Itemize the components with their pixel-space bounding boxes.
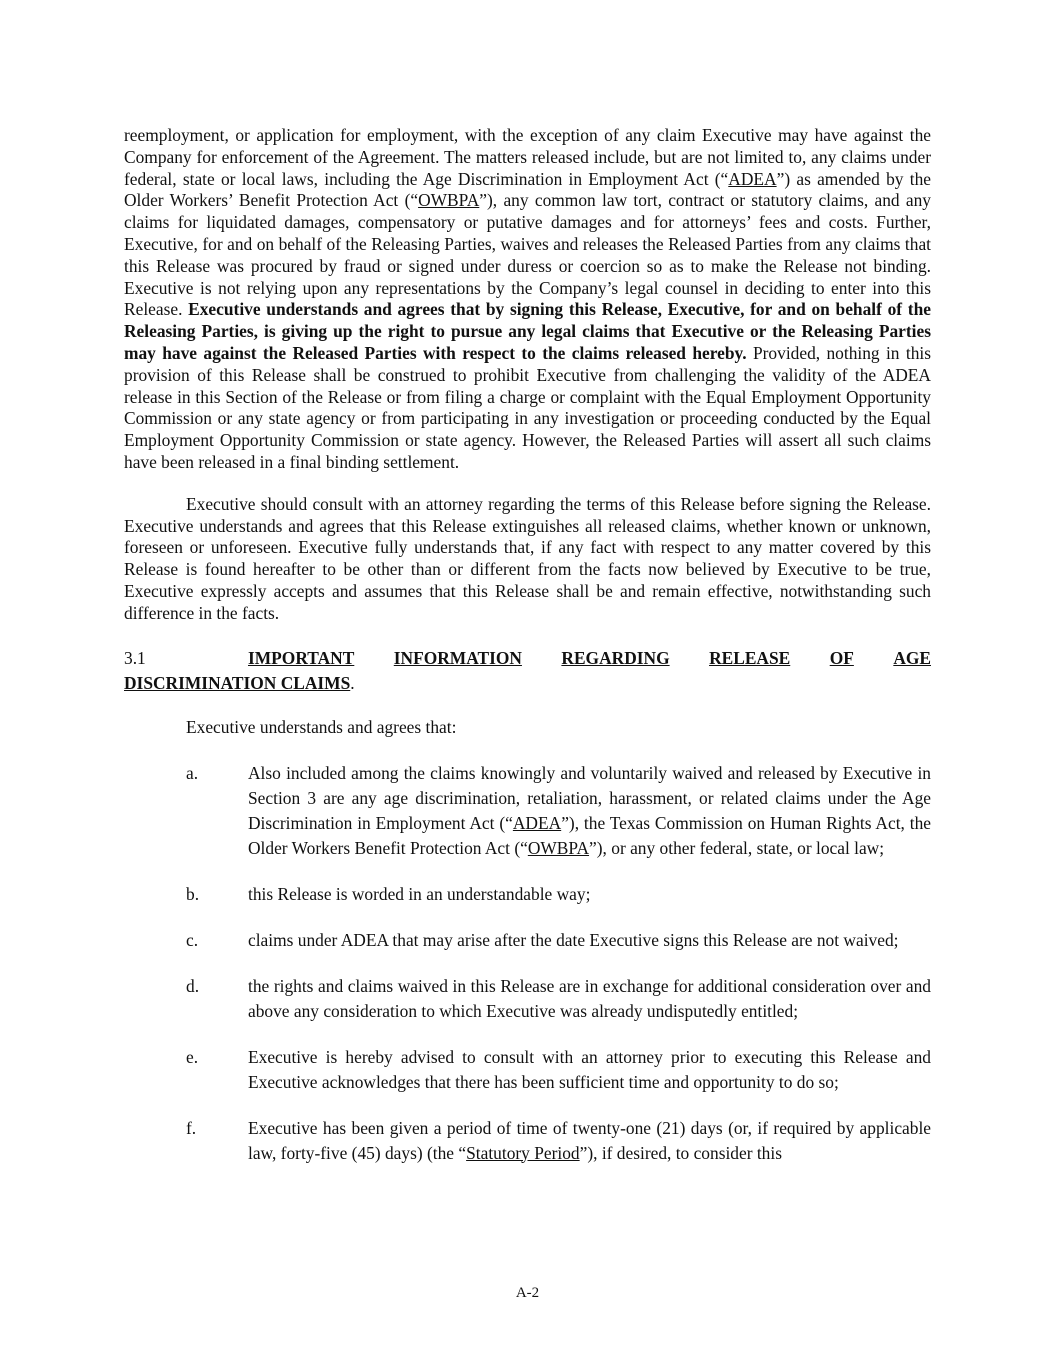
list-item-label: e. (186, 1046, 199, 1067)
text-run: reemployment, or application for employment, with the exception of any claim Executive may have against the Company for enforcement of the Agreement. The matters released include, but are not limited to, any claims under federal, state or local laws, including the Age Discrimination in Employment Act (“ (124, 125, 931, 189)
defined-term-owbpa: OWBPA (527, 837, 590, 858)
list-item-text: this Release is worded in an understandable way; (248, 883, 591, 904)
list-item-label: c. (186, 929, 199, 950)
list-item-label: f. (186, 1117, 197, 1138)
page-number: A-2 (515, 1285, 540, 1301)
list-item (124, 1045, 931, 1095)
text-run: ”), if desired, to consider this (579, 1142, 782, 1163)
consult-attorney-paragraph: Executive should consult with an attorney regarding the terms of this Release before signing the Release. Executive understands and agrees that this Release extinguishes all released claims, whether known or unknown, foreseen or unforeseen. Executive fully understands that, if any fact with respect to any matter covered by this Release is found hereafter to be other than or different from the facts now believed by Executive to be true, Executive expressly accepts and assumes that this Release shall be and remain effective, notwithstanding such difference in the facts. (124, 493, 931, 623)
list-item-label: b. (186, 883, 200, 904)
acknowledgement-list (124, 761, 931, 1166)
list-item (124, 882, 931, 907)
defined-term-adea: ADEA (512, 812, 562, 833)
heading-word: IMPORTANT (248, 647, 355, 668)
intro-sentence: Executive understands and agrees that: (186, 716, 457, 737)
list-item-text (248, 761, 931, 861)
heading-line-2 (124, 671, 931, 696)
text-run: Executive has been given a period of time of twenty-one (21) days (or, if required by applicable law, forty-five (45) days) (the “ (248, 1117, 931, 1163)
heading-word: AGE (893, 647, 931, 668)
bold-acknowledgement: Executive understands and agrees that by signing this Release, Executive, for and on behalf of the Releasing Parties, is giving up the right to pursue any legal claims that Executive or the Releasing Parties may have against the Released Parties with respect to the claims released hereby. (124, 299, 931, 363)
list-item (124, 761, 931, 861)
text-run: ”), any common law tort, contract or statutory claims, and any claims for liquidated damages, compensatory or putative damages and for attorneys’ fees and costs. Further, Executive, for and on behalf of the Releasing Parties, waives and releases the Released Parties from any claims that this Release was procured by fraud or signed under duress or coercion so as to make the Release not binding. Executive is not relying upon any representations by the Company’s legal counsel in deciding to enter into this Release. (124, 190, 932, 320)
release-paragraph (124, 125, 931, 474)
defined-term-adea: ADEA (728, 168, 777, 189)
heading-word: RELEASE (709, 647, 791, 668)
text-run: ”) as amended by the Older Workers’ Benefit Protection Act (“ (124, 168, 931, 211)
heading-word: OF (829, 647, 854, 668)
list-item (124, 1116, 931, 1166)
text-run: Also included among the claims knowingly and voluntarily waived and released by Executive in Section 3 are any age discrimination, retaliation, harassment, or related claims under the Age Discrimination in Employment Act (“ (248, 762, 931, 833)
text-run: Provided, nothing in this provision of this Release shall be construed to prohibit Executive from challenging the validity of the ADEA release in this Section of the Release or from filing a charge or complaint with the Equal Employment Opportunity Commission or any state agency or from participating in any investigation or proceeding conducted by the Equal Employment Opportunity Commission or state agency. However, the Released Parties will assert all such claims have been released in a final binding settlement. (124, 342, 931, 472)
heading-line-1 (124, 646, 931, 671)
defined-term-statutory-period: Statutory Period (466, 1142, 580, 1163)
document-page (124, 125, 931, 1187)
heading-period: . (350, 672, 355, 693)
defined-term-owbpa: OWBPA (418, 190, 480, 211)
list-item-text: Executive is hereby advised to consult with an attorney prior to executing this Release and Executive acknowledges that there has been sufficient time and opportunity to do so; (248, 1046, 931, 1092)
list-item-label: d. (186, 975, 200, 996)
heading-word: REGARDING (561, 647, 670, 668)
text-run: ”), the Texas Commission on Human Rights Act, the Older Workers Benefit Protection Act (“ (248, 812, 931, 858)
list-item-text (248, 1116, 931, 1166)
section-number: 3.1 (124, 647, 146, 668)
heading-word: INFORMATION (393, 647, 522, 668)
list-item-label: a. (186, 762, 199, 783)
heading-word: DISCRIMINATION CLAIMS (124, 672, 351, 693)
list-item-text: claims under ADEA that may arise after the date Executive signs this Release are not waived; (248, 929, 899, 950)
list-item-text: the rights and claims waived in this Release are in exchange for additional consideration over and above any consideration to which Executive was already undisputedly entitled; (248, 975, 931, 1021)
section-heading (124, 646, 931, 696)
list-item (124, 974, 931, 1024)
list-item (124, 928, 931, 953)
text-run: ”), or any other federal, state, or local law; (589, 837, 885, 858)
